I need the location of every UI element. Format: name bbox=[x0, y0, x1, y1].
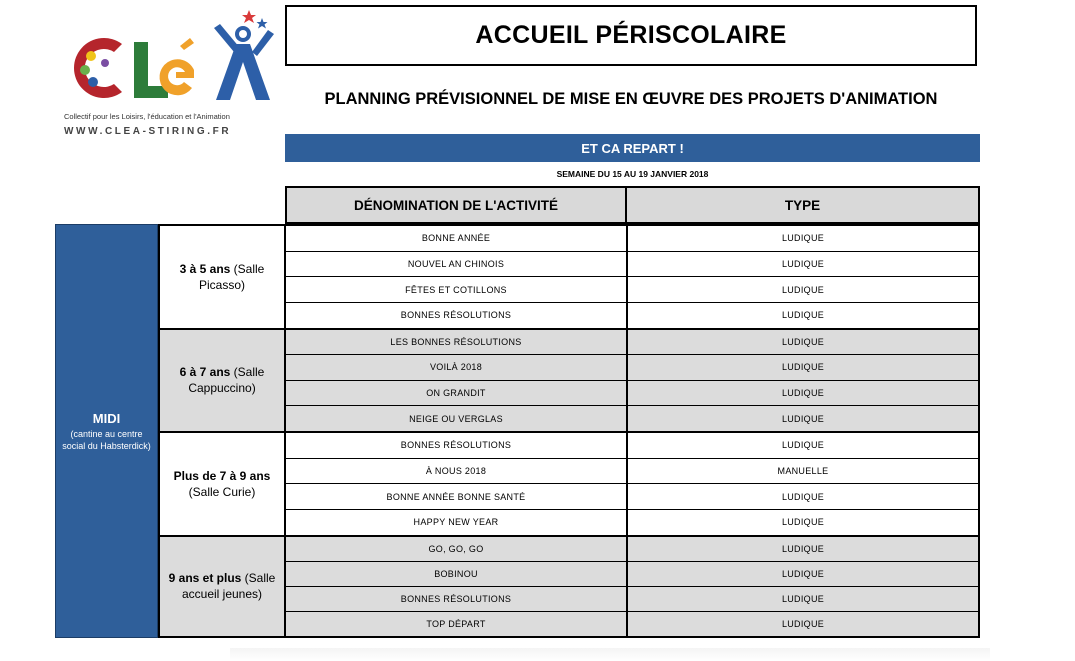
activity-cell: NOUVEL AN CHINOIS bbox=[286, 252, 628, 277]
theme-banner: ET CA REPART ! bbox=[285, 134, 980, 162]
week-label: SEMAINE DU 15 AU 19 JANVIER 2018 bbox=[556, 169, 709, 179]
logo bbox=[60, 8, 275, 138]
letter-a-figure bbox=[216, 44, 270, 100]
table-row bbox=[286, 562, 980, 587]
paint-dot-yellow bbox=[86, 51, 96, 61]
logo-url: WWW.CLEA-STIRING.FR bbox=[64, 126, 232, 137]
period-title: MIDI bbox=[92, 410, 121, 426]
activity-cell: BOBINOU bbox=[286, 562, 628, 586]
accent-mark bbox=[180, 38, 194, 50]
activity-cell: HAPPY NEW YEAR bbox=[286, 510, 628, 535]
age-group bbox=[158, 328, 980, 432]
period-cell bbox=[55, 224, 158, 638]
table-header-row bbox=[285, 186, 980, 224]
age-range: 6 à 7 ans bbox=[179, 365, 231, 380]
type-cell: LUDIQUE bbox=[781, 258, 825, 269]
table-row bbox=[286, 406, 980, 431]
type-cell: LUDIQUE bbox=[781, 413, 825, 424]
activity-cell: À NOUS 2018 bbox=[286, 459, 628, 484]
table-row bbox=[286, 510, 980, 535]
table-row bbox=[286, 537, 980, 562]
activity-cell: BONNES RÉSOLUTIONS bbox=[286, 303, 628, 328]
activity-cell: BONNES RÉSOLUTIONS bbox=[286, 433, 628, 458]
table-row bbox=[286, 303, 980, 328]
activity-cell: LES BONNES RÉSOLUTIONS bbox=[286, 330, 628, 355]
activity-cell: BONNE ANNÉE BONNE SANTÉ bbox=[286, 484, 628, 509]
type-cell: LUDIQUE bbox=[781, 440, 825, 451]
activity-cell: NEIGE OU VERGLAS bbox=[286, 406, 628, 431]
type-cell: LUDIQUE bbox=[781, 593, 825, 604]
table-row bbox=[286, 612, 980, 636]
table-row bbox=[286, 277, 980, 303]
paint-dot-purple bbox=[101, 59, 109, 67]
star-icon-red bbox=[242, 10, 256, 23]
logo-tagline: Collectif pour les Loisirs, l'éducation et l'Animation bbox=[64, 112, 230, 121]
type-cell: LUDIQUE bbox=[781, 543, 825, 554]
room-name: (Salle accueil jeunes) bbox=[181, 571, 276, 602]
figure-arm-right bbox=[252, 30, 274, 56]
activity-cell: BONNES RÉSOLUTIONS bbox=[286, 587, 628, 611]
activity-cell: VOILÀ 2018 bbox=[286, 355, 628, 380]
age-group-label bbox=[158, 330, 286, 432]
table-row bbox=[286, 381, 980, 407]
type-cell: LUDIQUE bbox=[781, 517, 825, 528]
activity-cell: ON GRANDIT bbox=[286, 381, 628, 406]
age-range: 3 à 5 ans bbox=[179, 261, 231, 276]
table-row bbox=[286, 252, 980, 278]
room-name: (Salle Curie) bbox=[188, 484, 256, 499]
type-cell: LUDIQUE bbox=[781, 310, 825, 321]
table-row bbox=[286, 226, 980, 252]
table-row bbox=[286, 484, 980, 510]
table-row bbox=[286, 587, 980, 612]
table-row bbox=[286, 459, 980, 485]
age-group-label bbox=[158, 537, 286, 637]
type-cell: LUDIQUE bbox=[781, 618, 825, 629]
type-cell: LUDIQUE bbox=[781, 362, 825, 373]
age-group bbox=[158, 535, 980, 639]
age-range: 9 ans et plus bbox=[168, 571, 242, 586]
type-cell: LUDIQUE bbox=[781, 284, 825, 295]
clea-logo-graphic bbox=[64, 8, 274, 108]
letter-e-shape bbox=[160, 59, 194, 95]
age-range: Plus de 7 à 9 ans bbox=[173, 468, 271, 483]
star-icon-blue bbox=[257, 18, 268, 29]
age-groups bbox=[158, 224, 980, 638]
paint-dot-blue bbox=[88, 77, 98, 87]
figure-face bbox=[239, 30, 247, 38]
header-activity: DÉNOMINATION DE L'ACTIVITÉ bbox=[285, 186, 627, 224]
age-group-label bbox=[158, 226, 286, 328]
room-name: (Salle Picasso) bbox=[198, 261, 265, 292]
activity-cell: GO, GO, GO bbox=[286, 537, 628, 561]
type-cell: LUDIQUE bbox=[781, 336, 825, 347]
age-group bbox=[158, 431, 980, 535]
paint-dot-green bbox=[80, 65, 90, 75]
age-group bbox=[158, 224, 980, 328]
type-cell: LUDIQUE bbox=[781, 491, 825, 502]
type-cell: LUDIQUE bbox=[781, 388, 825, 399]
room-name: (Salle Cappuccino) bbox=[188, 365, 265, 396]
type-cell: MANUELLE bbox=[777, 465, 829, 476]
period-subtitle: (cantine au centre social du Habsterdick) bbox=[62, 428, 151, 451]
type-cell: LUDIQUE bbox=[781, 233, 825, 244]
table-row bbox=[286, 355, 980, 381]
activity-cell: BONNE ANNÉE bbox=[286, 226, 628, 251]
page-subtitle: PLANNING PRÉVISIONNEL DE MISE EN ŒUVRE DES PROJETS D'ANIMATION bbox=[324, 90, 938, 108]
type-cell: LUDIQUE bbox=[781, 568, 825, 579]
age-group-label bbox=[158, 433, 286, 535]
page-title: ACCUEIL PÉRISCOLAIRE bbox=[285, 5, 977, 66]
table-row bbox=[286, 330, 980, 356]
activity-cell: FÊTES ET COTILLONS bbox=[286, 277, 628, 302]
activity-cell: TOP DÉPART bbox=[286, 612, 628, 636]
table-row bbox=[286, 433, 980, 459]
page-shadow bbox=[230, 648, 990, 661]
header-type: TYPE bbox=[627, 186, 980, 224]
